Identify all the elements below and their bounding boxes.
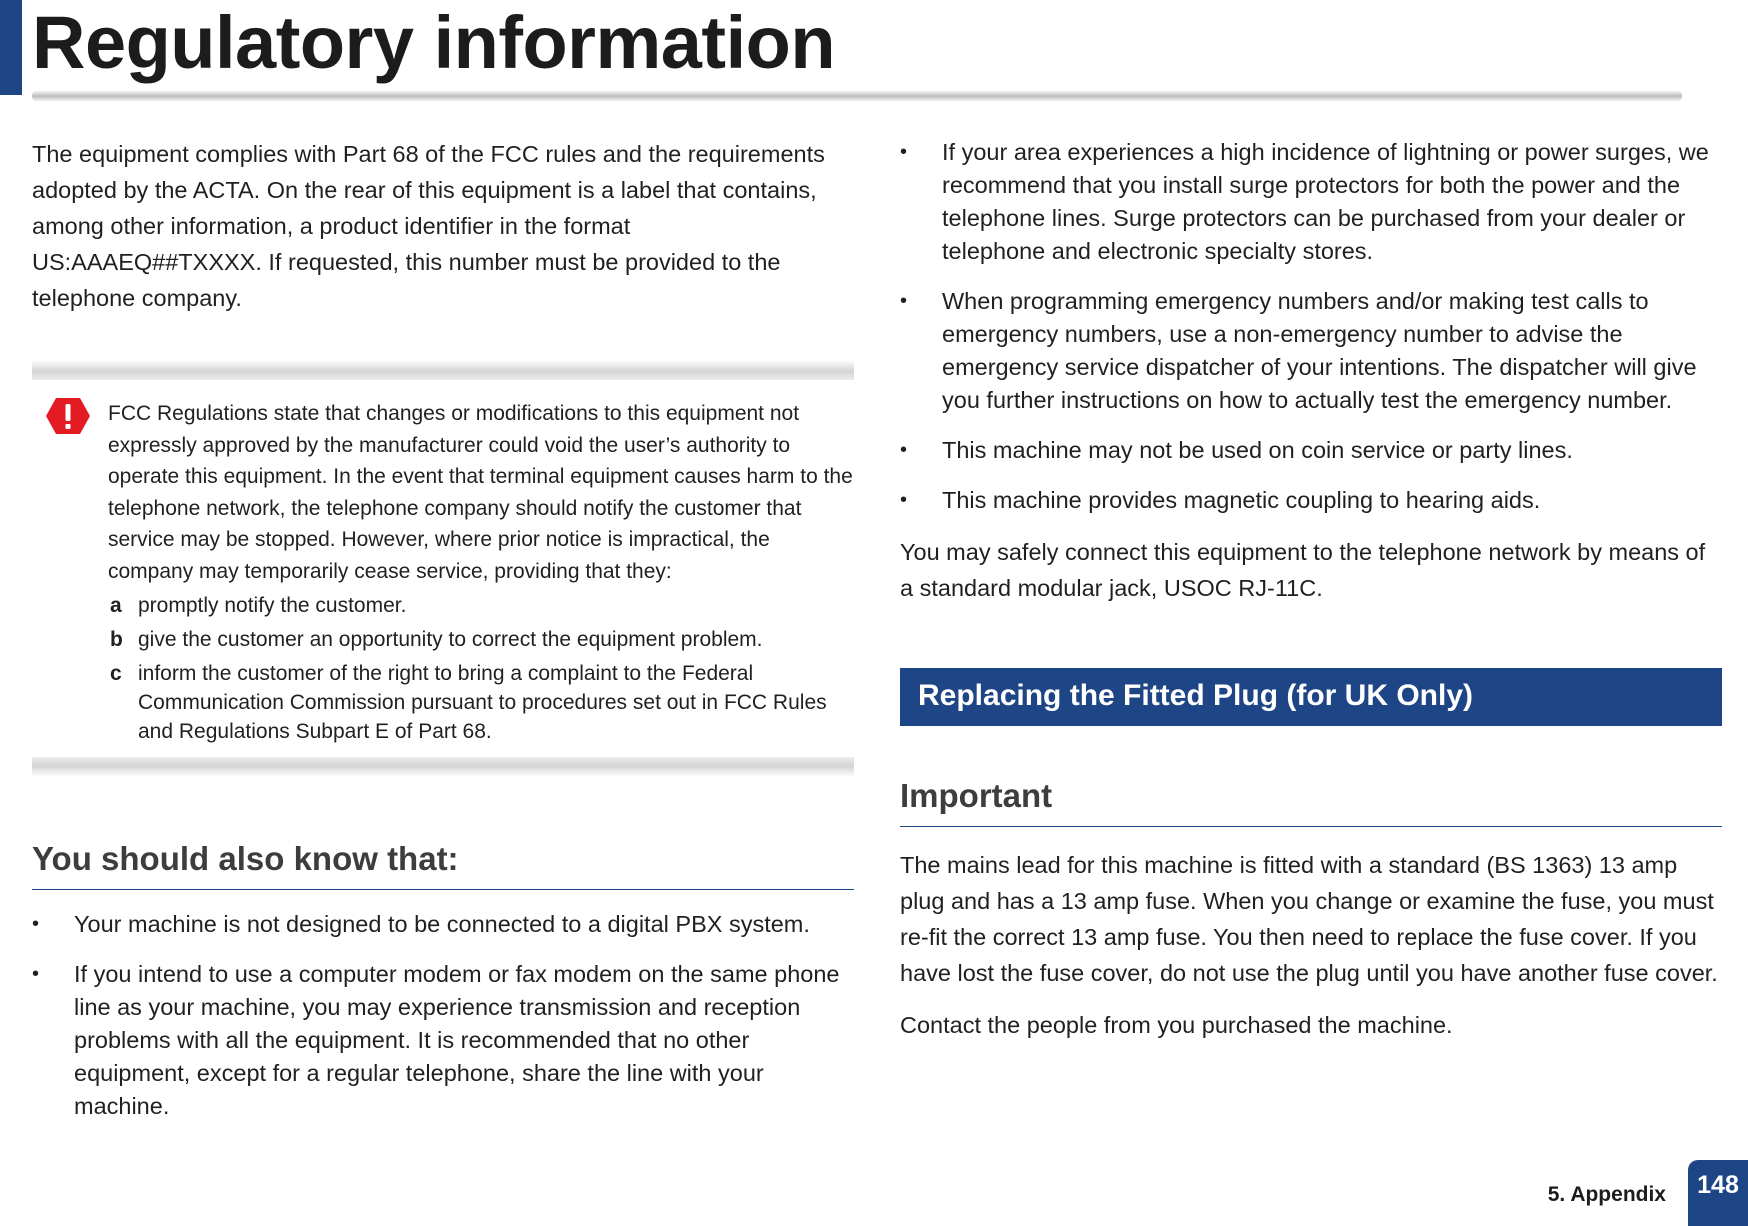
uk-plug-section-banner: Replacing the Fitted Plug (for UK Only): [900, 668, 1722, 726]
list-item-text: promptly notify the customer.: [138, 594, 407, 617]
list-letter: c: [110, 662, 122, 685]
right-column: [900, 136, 1722, 1043]
list-item: • Your machine is not designed to be connected to a digital PBX system.: [32, 908, 854, 941]
exclamation-warning-icon: [44, 396, 92, 436]
title-divider: [32, 90, 1682, 102]
also-know-heading: You should also know that:: [32, 839, 854, 890]
footer-section-label: 5. Appendix: [1547, 1183, 1666, 1206]
warning-list: [108, 591, 854, 746]
list-letter: b: [110, 628, 123, 651]
warning-text: FCC Regulations state that changes or modifications to this equipment not expressly approved by the manufacturer could void the user’s authority to operate this equipment. In the event that terminal equipment causes harm to the telephone network, the telephone company should notify the customer that service may be stopped. However, where prior notice is impractical, the company may temporarily cease service, providing that they:: [108, 402, 853, 583]
page-title: Regulatory information: [32, 1, 836, 84]
page-number: 148: [1688, 1160, 1748, 1226]
left-column: [32, 136, 854, 1140]
chapter-tab-marker: [0, 0, 22, 95]
important-heading: Important: [900, 776, 1722, 827]
warning-top-shade: [32, 360, 854, 380]
list-item: • This machine provides magnetic coupling to hearing aids.: [900, 484, 1722, 517]
also-know-list: [32, 908, 854, 1123]
list-item: • This machine may not be used on coin service or party lines.: [900, 434, 1722, 467]
list-item: • When programming emergency numbers and/or making test calls to emergency numbers, use a non-emergency number to advise the emergency service dispatcher of your intentions. The dispatcher will give you further instructions on how to actually test the emergency number.: [900, 285, 1722, 417]
list-letter: a: [110, 594, 122, 617]
list-item: • If you intend to use a computer modem or fax modem on the same phone line as your machine, you may experience transmission and reception problems with all the equipment. It is recommended that no other equipment, except for a regular telephone, share the line with your machine.: [32, 958, 854, 1123]
fcc-part68-paragraph: The equipment complies with Part 68 of the FCC rules and the requirements adopted by the ACTA. On the rear of this equipment is a label that contains, among other information, a product identifier in the format US:AAAEQ##TXXXX. If requested, this number must be provided to the telephone company.: [32, 141, 825, 311]
fcc-warning-box: [32, 360, 854, 777]
list-item: • If your area experiences a high incidence of lightning or power surges, we recommend that you install surge protectors for both the power and the telephone lines. Surge protectors can be purchased from your dealer or telephone and electronic specialty stores.: [900, 136, 1722, 268]
list-item-text: inform the customer of the right to bring a complaint to the Federal Communication Commission pursuant to procedures set out in FCC Rules and Regulations Subpart E of Part 68.: [138, 662, 827, 743]
warning-list-item: [108, 659, 854, 746]
warning-bottom-shade: [32, 757, 854, 777]
safety-notes-list: [900, 136, 1722, 517]
warning-list-item: [108, 591, 854, 620]
modular-jack-paragraph: You may safely connect this equipment to the telephone network by means of a standard modular jack, USOC RJ-11C.: [900, 539, 1706, 601]
list-item-text: give the customer an opportunity to correct the equipment problem.: [138, 628, 763, 651]
warning-list-item: [108, 625, 854, 654]
fuse-paragraph: The mains lead for this machine is fitted with a standard (BS 1363) 13 amp plug and has a 13 amp fuse. When you change or examine the fuse, you must re-fit the correct 13 amp fuse. You then need to replace the fuse cover. If you have lost the fuse cover, do not use the plug until you have another fuse cover.: [900, 851, 1718, 986]
contact-paragraph: Contact the people from you purchased the machine.: [900, 1011, 1453, 1038]
warning-content: [108, 378, 854, 746]
